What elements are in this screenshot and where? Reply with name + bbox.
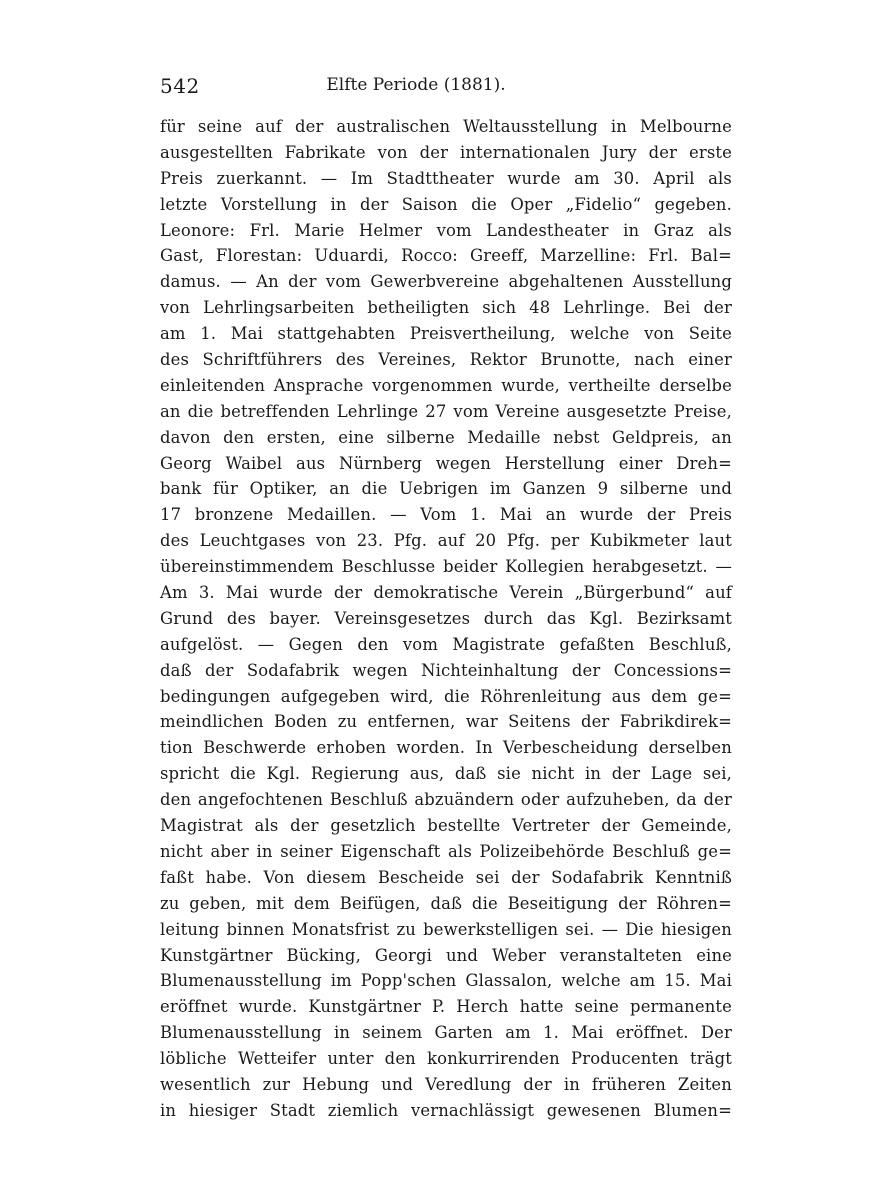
text-line: des Leuchtgases von 23. Pfg. auf 20 Pfg. per Kubikmeter laut (160, 531, 732, 551)
text-line: wesentlich zur Hebung und Veredlung der in früheren Zeiten (160, 1074, 732, 1094)
text-line: ausgestellten Fabrikate von der internationalen Jury der erste (160, 142, 732, 162)
page-number: 542 (160, 74, 200, 98)
text-line: den angefochtenen Beschluß abzuändern oder aufzuheben, da der (160, 790, 732, 810)
text-line: Kunstgärtner Bücking, Georgi und Weber veranstalteten eine (160, 945, 732, 965)
text-line: bedingungen aufgegeben wird, die Röhrenleitung aus dem ge= (160, 686, 732, 706)
text-line: letzte Vorstellung in der Saison die Oper „Fidelio“ gegeben. (160, 194, 732, 214)
text-line: übereinstimmendem Beschlusse beider Kollegien herabgesetzt. — (160, 557, 732, 577)
page-header (160, 74, 732, 102)
text-line: davon den ersten, eine silberne Medaille nebst Geldpreis, an (160, 427, 732, 447)
text-line: von Lehrlingsarbeiten betheiligten sich 48 Lehrlinge. Bei der (160, 298, 732, 318)
text-line: Blumenausstellung im Popp'schen Glassalon, welche am 15. Mai (160, 971, 732, 991)
text-line: löbliche Wetteifer unter den konkurrirenden Producenten trägt (160, 1049, 732, 1069)
text-line: an die betreffenden Lehrlinge 27 vom Vereine ausgesetzte Preise, (160, 401, 732, 421)
text-line: 17 bronzene Medaillen. — Vom 1. Mai an wurde der Preis (160, 505, 732, 525)
text-line: meindlichen Boden zu entfernen, war Seitens der Fabrikdirek= (160, 712, 732, 732)
text-line: Georg Waibel aus Nürnberg wegen Herstellung einer Dreh= (160, 453, 732, 473)
text-line: am 1. Mai stattgehabten Preisvertheilung, welche von Seite (160, 324, 732, 344)
text-line: für seine auf der australischen Weltausstellung in Melbourne (160, 117, 732, 136)
body-text (160, 114, 732, 1124)
text-line: Magistrat als der gesetzlich bestellte Vertreter der Gemeinde, (160, 816, 732, 836)
text-line: des Schriftführers des Vereines, Rektor Brunotte, nach einer (160, 350, 732, 370)
text-line: spricht die Kgl. Regierung aus, daß sie nicht in der Lage sei, (160, 764, 732, 784)
running-title: Elfte Periode (1881). (326, 75, 506, 95)
text-line: Am 3. Mai wurde der demokratische Verein „Bürgerbund“ auf (160, 583, 732, 603)
text-line: bank für Optiker, an die Uebrigen im Ganzen 9 silberne und (160, 479, 732, 499)
text-line: Blumenausstellung in seinem Garten am 1. Mai eröffnet. Der (160, 1023, 732, 1043)
text-line: damus. — An der vom Gewerbvereine abgehaltenen Ausstellung (160, 272, 732, 292)
text-line: tion Beschwerde erhoben worden. In Verbescheidung derselben (160, 738, 732, 758)
text-line: eröffnet wurde. Kunstgärtner P. Herch hatte seine permanente (160, 997, 732, 1017)
text-line: faßt habe. Von diesem Bescheide sei der Sodafabrik Kenntniß (160, 867, 732, 887)
text-line: Preis zuerkannt. — Im Stadttheater wurde am 30. April als (160, 168, 732, 188)
text-line: daß der Sodafabrik wegen Nichteinhaltung der Concessions= (160, 660, 732, 680)
text-line: einleitenden Ansprache vorgenommen wurde, vertheilte derselbe (160, 375, 732, 395)
text-line: Grund des bayer. Vereinsgesetzes durch das Kgl. Bezirksamt (160, 608, 732, 628)
text-line: nicht aber in seiner Eigenschaft als Polizeibehörde Beschluß ge= (160, 841, 732, 861)
text-line: Gast, Florestan: Uduardi, Rocco: Greeff, Marzelline: Frl. Bal= (160, 246, 732, 266)
text-line: zu geben, mit dem Beifügen, daß die Beseitigung der Röhren= (160, 893, 732, 913)
text-line: in hiesiger Stadt ziemlich vernachlässigt gewesenen Blumen= (160, 1100, 732, 1120)
text-line: aufgelöst. — Gegen den vom Magistrate gefaßten Beschluß, (160, 634, 732, 654)
text-line: leitung binnen Monatsfrist zu bewerkstelligen sei. — Die hiesigen (160, 919, 732, 939)
text-line: Leonore: Frl. Marie Helmer vom Landestheater in Graz als (160, 220, 732, 240)
